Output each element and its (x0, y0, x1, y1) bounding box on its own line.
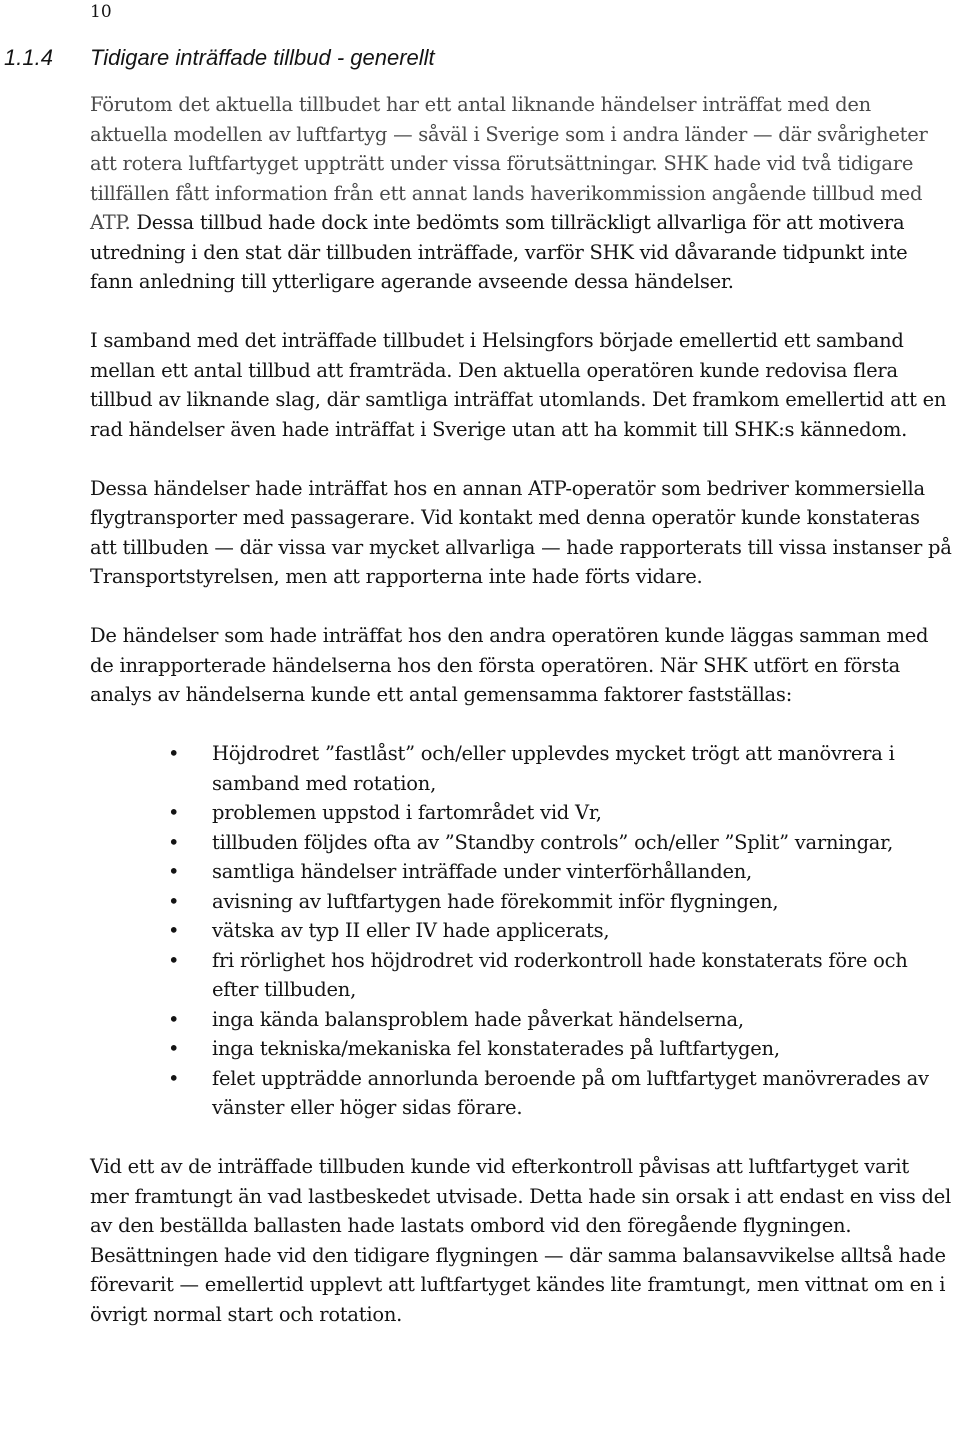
bullet-icon: • (168, 1037, 180, 1060)
bullet-icon: • (168, 919, 180, 942)
list-item-text: felet uppträdde annorlunda beroende på om luftfartyget manövrerades av vänster eller höger sidas förare. (212, 1066, 929, 1119)
list-item (90, 1005, 952, 1035)
list-item-text: inga kända balansproblem hade påverkat händelserna, (212, 1007, 744, 1031)
paragraph-closing: Vid ett av de inträffade tillbuden kunde vid efterkontroll påvisas att luftfartyget varit mer framtungt än vad lastbeskedet utvisade. Detta hade sin orsak i att endast en viss del av den beställda ballasten hade lastats ombord vid den föregående flygningen. Besättningen hade vid den tidigare flygningen — där samma balansavvikelse alltså hade förevarit — emellertid upplevt att luftfartyget kändes lite framtungt, men vittnat om en i övrigt normal start och rotation. (90, 1155, 951, 1326)
common-factors-list (90, 739, 952, 1123)
document-body (90, 90, 952, 1359)
list-item (90, 828, 952, 858)
bullet-icon: • (168, 948, 180, 972)
bullet-icon: • (168, 830, 180, 854)
paragraph-other-operator: Dessa händelser hade inträffat hos en annan ATP-operatör som bedriver kommersiella flygtransporter med passagerare. Vid kontakt med denna operatör kunde konstateras att tillbuden — där vissa var mycket allvarliga — hade rapporterats till vissa instanser på Transportstyrelsen, men att rapporterna inte hade förts vidare. (90, 476, 952, 588)
list-item-text: vätska av typ II eller IV hade applicerats, (212, 919, 610, 942)
paragraph-intro-faded: Förutom det aktuella tillbudet har ett antal liknande händelser inträffat med den aktuella modellen av luftfartyg — såväl i Sverige som i andra länder — där svårigheter att rotera luftfartyget uppträtt under vissa förutsättningar. SHK hade vid två tidigare tillfällen fått information från ett annat lands haverikommission angående tillbud med ATP. (90, 93, 928, 234)
bullet-icon: • (168, 1007, 180, 1031)
section-title: Tidigare inträffade tillbud - generellt (90, 45, 435, 70)
list-item-text: fri rörlighet hos höjdrodret vid roderkontroll hade konstaterats före och efter tillbuden, (212, 948, 908, 1001)
section-heading (4, 44, 435, 72)
paragraph-intro-main: Dessa tillbud hade dock inte bedömts som tillräckligt allvarliga för att motivera utredning i den stat där tillbuden inträffade, varför SHK vid dåvarande tidpunkt inte fann anledning till ytterligare agerande avseende dessa händelser. (90, 211, 908, 293)
paragraph-analysis: De händelser som hade inträffat hos den andra operatören kunde läggas samman med de inrapporterade händelserna hos den första operatören. När SHK utfört en första analys av händelserna kunde ett antal gemensamma faktorer fastställas: (90, 624, 929, 706)
list-item-text: samtliga händelser inträffade under vinterförhållanden, (212, 860, 752, 883)
bullet-icon: • (168, 889, 180, 913)
bullet-icon: • (168, 742, 180, 765)
list-item (90, 1034, 952, 1064)
list-item (90, 1064, 952, 1123)
bullet-icon: • (168, 801, 180, 824)
bullet-icon: • (168, 860, 180, 883)
list-item-text: Höjdrodret ”fastlåst” och/eller upplevdes mycket trögt att manövrera i samband med rotation, (212, 742, 895, 795)
paragraph-intro (90, 90, 952, 297)
list-item (90, 857, 952, 887)
list-item-text: tillbuden följdes ofta av ”Standby controls” och/eller ”Split” varningar, (212, 830, 894, 854)
page-number: 10 (90, 2, 112, 22)
list-item (90, 946, 952, 1005)
list-item-text: inga tekniska/mekaniska fel konstaterades på luftfartygen, (212, 1037, 780, 1060)
list-item (90, 798, 952, 828)
section-number: 1.1.4 (4, 45, 53, 70)
list-item (90, 916, 952, 946)
list-item (90, 739, 952, 798)
paragraph-helsingfors: I samband med det inträffade tillbudet i Helsingfors började emellertid ett samband mellan ett antal tillbud att framträda. Den aktuella operatören kunde redovisa flera tillbud av liknande slag, där samtliga inträffat utomlands. Det framkom emellertid att en rad händelser även hade inträffat i Sverige utan att ha kommit till SHK:s kännedom. (90, 329, 947, 441)
bullet-icon: • (168, 1066, 180, 1090)
list-item (90, 887, 952, 917)
list-item-text: problemen uppstod i fartområdet vid Vr, (212, 801, 602, 824)
list-item-text: avisning av luftfartygen hade förekommit inför flygningen, (212, 889, 779, 913)
